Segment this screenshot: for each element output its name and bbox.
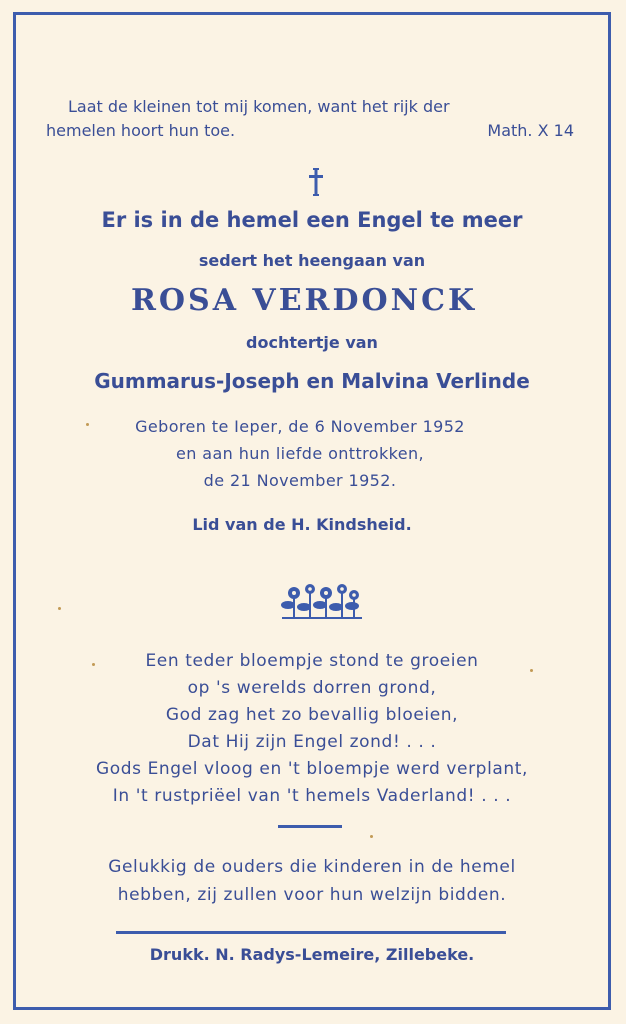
birth-text: Geboren te Ieper, de 6 November 1952	[135, 417, 465, 436]
death-date: de 21 November 1952.	[203, 471, 397, 490]
card-content	[16, 15, 608, 1007]
paper-speck	[86, 423, 89, 426]
paper-speck	[92, 663, 95, 666]
floral-ornament-icon	[280, 579, 364, 621]
closing-line-2: hebben, zij zullen voor hun welzijn bidden.	[117, 885, 507, 905]
poem-line-1: Een teder bloempje stond te groeien	[145, 651, 479, 671]
membership-text: Lid van de H. Kindsheid.	[192, 515, 412, 534]
paper-speck	[370, 835, 373, 838]
parents-names: Gummarus-Joseph en Malvina Verlinde	[94, 369, 530, 393]
verse-line-2: hemelen hoort hun toe.	[46, 121, 236, 140]
verse-reference: Math. X 14	[487, 121, 574, 140]
divider	[278, 825, 342, 828]
deceased-name: ROSA VERDONCK	[130, 283, 478, 318]
poem-line-5: Gods Engel vloog en 't bloempje werd verplant,	[95, 759, 529, 779]
paper-speck	[58, 607, 61, 610]
withdrawn-text: en aan hun liefde onttrokken,	[176, 444, 424, 463]
closing-line-1: Gelukkig de ouders die kinderen in de hemel	[108, 857, 516, 877]
poem-line-4: Dat Hij zijn Engel zond! . . .	[187, 732, 437, 752]
since-text: sedert het heengaan van	[198, 251, 426, 270]
verse-line-1: Laat de kleinen tot mij komen, want het rijk der	[68, 97, 450, 116]
poem-line-2: op 's werelds dorren grond,	[187, 678, 437, 698]
printer-divider	[116, 931, 506, 934]
latin-cross-icon	[309, 168, 323, 196]
headline: Er is in de hemel een Engel te meer	[101, 208, 523, 232]
card-border	[13, 12, 611, 1010]
printer-credit: Drukk. N. Radys-Lemeire, Zillebeke.	[149, 945, 475, 964]
paper-speck	[530, 669, 533, 672]
poem-line-6: In 't rustpriëel van 't hemels Vaderland! . . .	[112, 786, 512, 806]
poem-line-3: God zag het zo bevallig bloeien,	[165, 705, 459, 725]
relation-text: dochtertje van	[246, 333, 378, 352]
